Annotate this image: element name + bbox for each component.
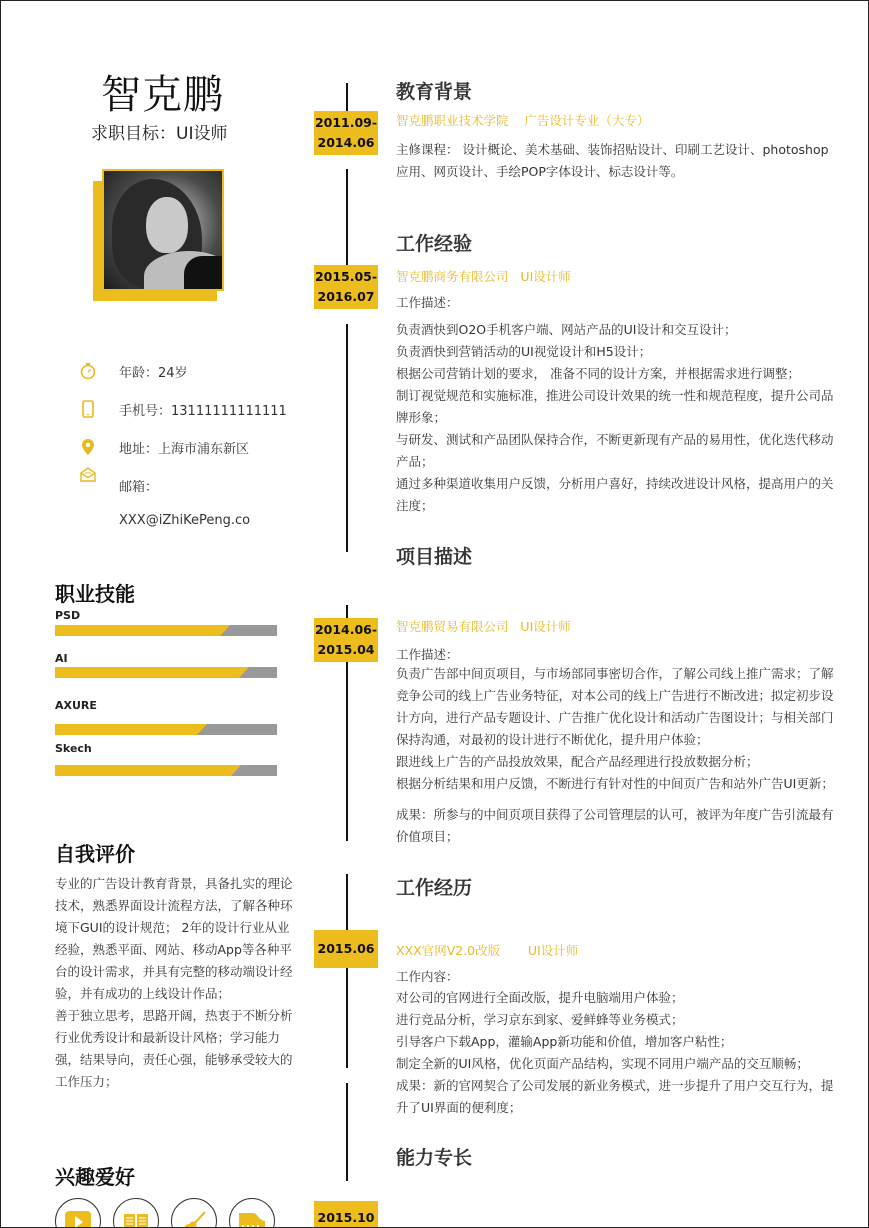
hobby-piano [229,1198,275,1228]
project-title: 项目描述 [396,546,473,568]
skill-bar-skech [55,765,277,776]
timeline-segment [346,169,348,275]
history-desc-label: 工作内容： [396,969,459,984]
skill-label-ai: AI [55,652,68,665]
profile-photo [102,169,224,291]
book-icon [123,1211,149,1228]
email-value: XXX@iZhiKePeng.co [119,513,251,528]
education-school: 智克鹏职业技术学院 广告设计专业（大专） [396,113,650,128]
education-date-badge: 2011.09- 2014.06 [314,111,378,155]
hobbies-title: 兴趣爱好 [55,1165,135,1189]
skill-label-axure: AXURE [55,699,97,712]
skill-bar-axure [55,724,277,735]
info-email-icon-row [79,465,97,483]
skills-title: 职业技能 [55,582,135,606]
hobby-video [55,1198,101,1228]
education-courses: 主修课程： 设计概论、美术基础、装饰招贴设计、印刷工艺设计、photoshop应用、网页设计、手绘POP字体设计、标志设计等。 [396,142,829,179]
video-icon [65,1211,91,1228]
work-title: 工作经验 [396,233,473,255]
work-company: 智克鹏商务有限公司 UI设计师 [396,269,571,284]
project-desc-list: 负责广告部中间页项目，与市场部同事密切合作，了解公司线上推广需求；了解竞争公司的线上广告业务特征，对本公司的线上广告进行不断改进；拟定初步设计方向，进行产品专题设计、广告推广优化设计和活动广告图设计；与相关部门保持沟通，对最初的设计进行不断优化，提升用户体验； 跟进线上广告的产品投放效果，配合产品经理进行投放数据分析； 根据分析结果和用户反馈，不断进行有针对性的中间页广告和站外广告UI更新； [396,666,834,791]
project-company: 智克鹏贸易有限公司 UI设计师 [396,619,571,634]
hobbies-list [55,1198,275,1228]
self-eval-text: 专业的广告设计教育背景，具备扎实的理论技术，熟悉界面设计流程方法，了解各种环境下GUI的设计规范； 2年的设计行业从业经验，熟悉平面、网站、移动App等各种平台的设计需求，并具有完整的移动端设计经验，并有成功的上线设计作品； 善于独立思考，思路开阔，热衷于不断分析行业优秀设计和最新设计风格；学习能力强，结果导向，责任心强，能够承受较大的工作压力； [55,876,293,1089]
timeline-segment [346,83,348,111]
info-address: 地址：上海市浦东新区 [79,438,97,456]
email-label: 邮箱： [119,480,159,495]
candidate-name: 智克鹏 [101,72,224,118]
history-title: 工作经历 [396,877,473,899]
abilities-title: 能力专长 [396,1147,473,1169]
project-date-badge: 2014.06- 2015.04 [314,618,378,662]
hobby-reading [113,1198,159,1228]
location-pin-icon [79,438,97,456]
timeline-segment [346,324,348,552]
project-desc-label: 工作描述： [396,647,459,662]
history-desc-list: 对公司的官网进行全面改版，提升电脑端用户体验； 进行竞品分析，学习京东到家、爱鲜蜂等业务模式； 引导客户下载App，灌输App新功能和价值，增加客户粘性； 制定全新的UI风格，优化页面产品结构，实现不同用户端产品的交互顺畅； 成果：新的官网契合了公司发展的新业务模式，进一步提升了用户交互行为，提升了UI界面的便利度； [396,990,834,1115]
info-age: 年龄：24岁 [79,362,97,380]
history-date-badge: 2015.06 [314,930,378,968]
skill-bar-psd [55,625,277,636]
abilities-date-badge: 2015.10 [314,1201,378,1228]
info-phone: 手机号：13111111111111 [79,400,97,418]
job-target: 求职目标：UI设师 [91,124,228,144]
skill-label-psd: PSD [55,609,81,622]
work-date-badge: 2015.05- 2016.07 [314,265,378,309]
work-desc-list: 负责酒快到O2O手机客户端、网站产品的UI设计和交互设计； 负责酒快到营销活动的UI视觉设计和H5设计； 根据公司营销计划的要求， 准备不同的设计方案，并根据需求进行调整； 制订视觉规范和实施标准，推进公司设计效果的统一性和规范程度，提升公司品牌形象； 与研发、测试和产品团队保持合作，不断更新现有产品的易用性，优化迭代移动产品； 通过多种渠道收集用户反馈，分析用户喜好，持续改进设计风格，提高用户的关注度； [396,322,834,513]
guitar-icon [181,1211,207,1228]
phone-icon [79,400,97,418]
stopwatch-icon [79,362,97,380]
work-desc-label: 工作描述： [396,295,459,310]
skill-bar-ai [55,667,277,678]
education-title: 教育背景 [396,81,473,103]
timeline-segment [346,1083,348,1181]
timeline-segment [346,874,348,1068]
history-project: XXX官网V2.0改版 UI设计师 [396,943,579,958]
envelope-icon [79,465,97,483]
project-result: 成果：所参与的中间页项目获得了公司管理层的认可，被评为年度广告引流最有价值项目； [396,807,834,844]
piano-icon [238,1211,266,1228]
self-eval-title: 自我评价 [55,842,135,866]
hobby-guitar [171,1198,217,1228]
skill-label-skech: Skech [55,742,92,755]
